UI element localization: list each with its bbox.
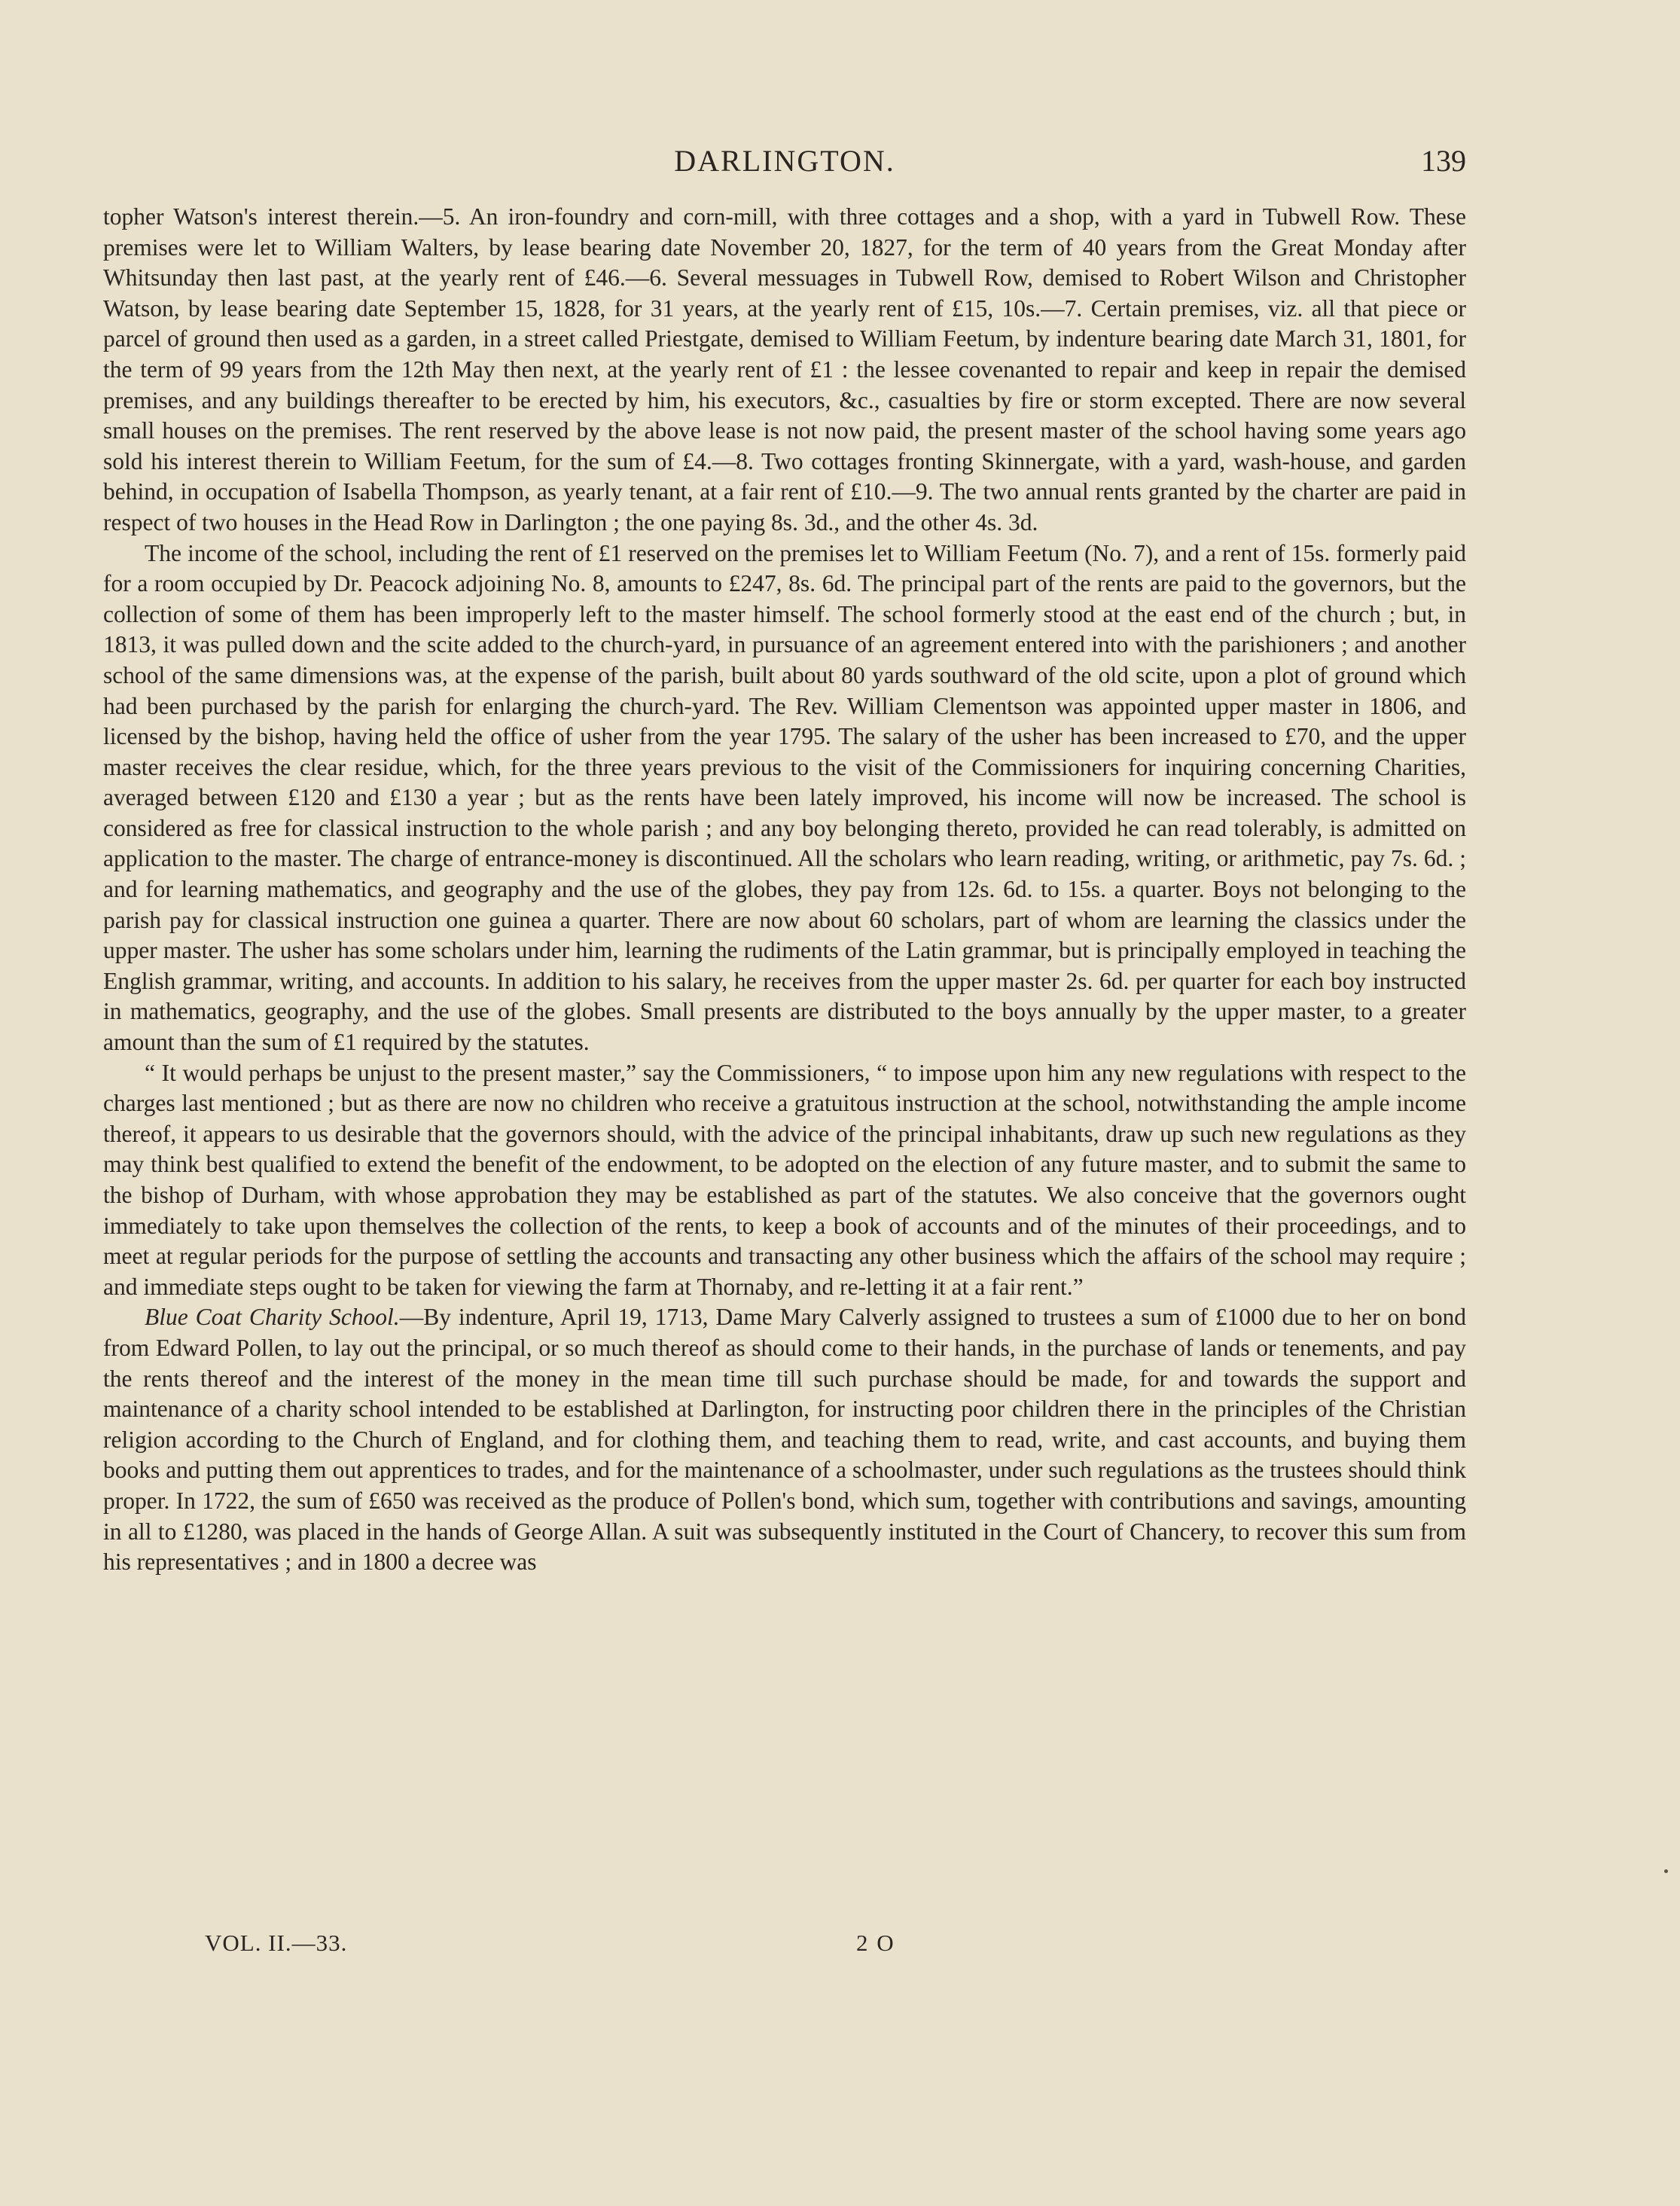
section-heading-blue-coat: Blue Coat Charity School. bbox=[145, 1304, 400, 1331]
body-text bbox=[103, 202, 1466, 1578]
paragraph-blue-coat-charity bbox=[103, 1302, 1466, 1577]
paragraph-school-income: The income of the school, including the rent of £1 reserved on the premises let to William Feetum (No. 7), and a rent of 15s. formerly paid for a room occupied by Dr. Peacock adjoining No. 8, amounts to £247, 8s. 6d. The principal part of the rents are paid to the governors, but the collection of some of them has been improperly left to the master himself. The school formerly stood at the east end of the church ; but, in 1813, it was pulled down and the scite added to the church-yard, in pursuance of an agreement entered into with the parishioners ; and another school of the same dimensions was, at the expense of the parish, built about 80 yards southward of the old scite, upon a plot of ground which had been purchased by the parish for enlarging the church-yard. The Rev. William Clementson was appointed upper master in 1806, and licensed by the bishop, having held the office of usher from the year 1795. The salary of the usher has been increased to £70, and the upper master receives the clear residue, which, for the three years previous to the visit of the Commissioners for inquiring concerning Charities, averaged between £120 and £130 a year ; but as the rents have been lately improved, his income will now be increased. The school is considered as free for classical instruction to the whole parish ; and any boy belonging thereto, provided he can read tolerably, is admitted on application to the master. The charge of entrance-money is discontinued. All the scholars who learn reading, writing, or arithmetic, pay 7s. 6d. ; and for learning mathematics, and geography and the use of the globes, they pay from 12s. 6d. to 15s. a quarter. Boys not belonging to the parish pay for classical instruction one guinea a quarter. There are now about 60 scholars, part of whom are learning the classics under the upper master. The usher has some scholars under him, learning the rudiments of the Latin grammar, but is principally employed in teaching the English grammar, writing, and accounts. In addition to his salary, he receives from the upper master 2s. 6d. per quarter for each boy instructed in mathematics, geography, and the use of the globes. Small presents are distributed to the boys annually by the upper master, to a greater amount than the sum of £1 required by the statutes. bbox=[103, 539, 1466, 1056]
paragraph-blue-coat-text: —By indenture, April 19, 1713, Dame Mary Calverly assigned to trustees a sum of £1000 due to her on bond from Edward Pollen, to lay out the principal, or so much thereof as should come to their hands, in the purchase of lands or tenements, and pay the rents thereof and the interest of the money in the mean time till such purchase should be made, for and towards the support and maintenance of a charity school intended to be established at Darlington, for instructing poor children there in the principles of the Christian religion according to the Church of England, and for clothing them, and teaching them to read, write, and cast accounts, and buying them books and putting them out apprentices to trades, and for the maintenance of a schoolmaster, under such regulations as the trustees should think proper. In 1722, the sum of £650 was received as the produce of Pollen's bond, which sum, together with contributions and savings, amounting in all to £1280, was placed in the hands of George Allan. A suit was subsequently instituted in the Court of Chancery, to recover this sum from his representatives ; and in 1800 a decree was bbox=[103, 1304, 1466, 1576]
signature-mark: 2 O bbox=[856, 1930, 895, 1956]
volume-mark: VOL. II.—33. bbox=[205, 1930, 348, 1956]
running-title: DARLINGTON. bbox=[674, 144, 895, 178]
page-number: 139 bbox=[1421, 144, 1466, 178]
ink-speck bbox=[1664, 1869, 1668, 1873]
page-footer bbox=[103, 1930, 1466, 1967]
paragraph-leases: topher Watson's interest therein.—5. An iron-foundry and corn-mill, with three cottages and a shop, with a yard in Tubwell Row. These premises were let to William Walters, by lease bearing date November 20, 1827, for the term of 40 years from the Great Monday after Whitsunday then last past, at the yearly rent of £46.—6. Several messuages in Tubwell Row, demised to Robert Wilson and Christopher Watson, by lease bearing date September 15, 1828, for 31 years, at the yearly rent of £15, 10s.—7. Certain premises, viz. all that piece or parcel of ground then used as a garden, in a street called Priestgate, demised to William Feetum, by indenture bearing date March 31, 1801, for the term of 99 years from the 12th May then next, at the yearly rent of £1 : the lessee covenanted to repair and keep in repair the demised premises, and any buildings thereafter to be erected by him, his executors, &c., casualties by fire or storm excepted. There are now several small houses on the premises. The rent reserved by the above lease is not now paid, the present master of the school having some years ago sold his interest therein to William Feetum, for the sum of £4.—8. Two cottages fronting Skinnergate, with a yard, wash-house, and garden behind, in occupation of Isabella Thompson, as yearly tenant, at a fair rent of £10.—9. The two annual rents granted by the charter are paid in respect of two houses in the Head Row in Darlington ; the one paying 8s. 3d., and the other 4s. 3d. bbox=[103, 203, 1466, 535]
paragraph-commissioners-quote: “ It would perhaps be unjust to the present master,” say the Commissioners, “ to impose upon him any new regulations with respect to the charges last mentioned ; but as there are now no children who receive a gratuitous instruction at the school, notwithstanding the ample income thereof, it appears to us desirable that the governors should, with the advice of the principal inhabitants, draw up such new regulations as they may think best qualified to extend the benefit of the endowment, to be adopted on the election of any future master, and to submit the same to the bishop of Durham, with whose approbation they may be established as part of the statutes. We also conceive that the governors ought immediately to take upon themselves the collection of the rents, to keep a book of accounts and of the minutes of their proceedings, and to meet at regular periods for the purpose of settling the accounts and transacting any other business which the affairs of the school may require ; and immediate steps ought to be taken for viewing the farm at Thornaby, and re-letting it at a fair rent.” bbox=[103, 1059, 1466, 1300]
page-header bbox=[103, 143, 1466, 196]
